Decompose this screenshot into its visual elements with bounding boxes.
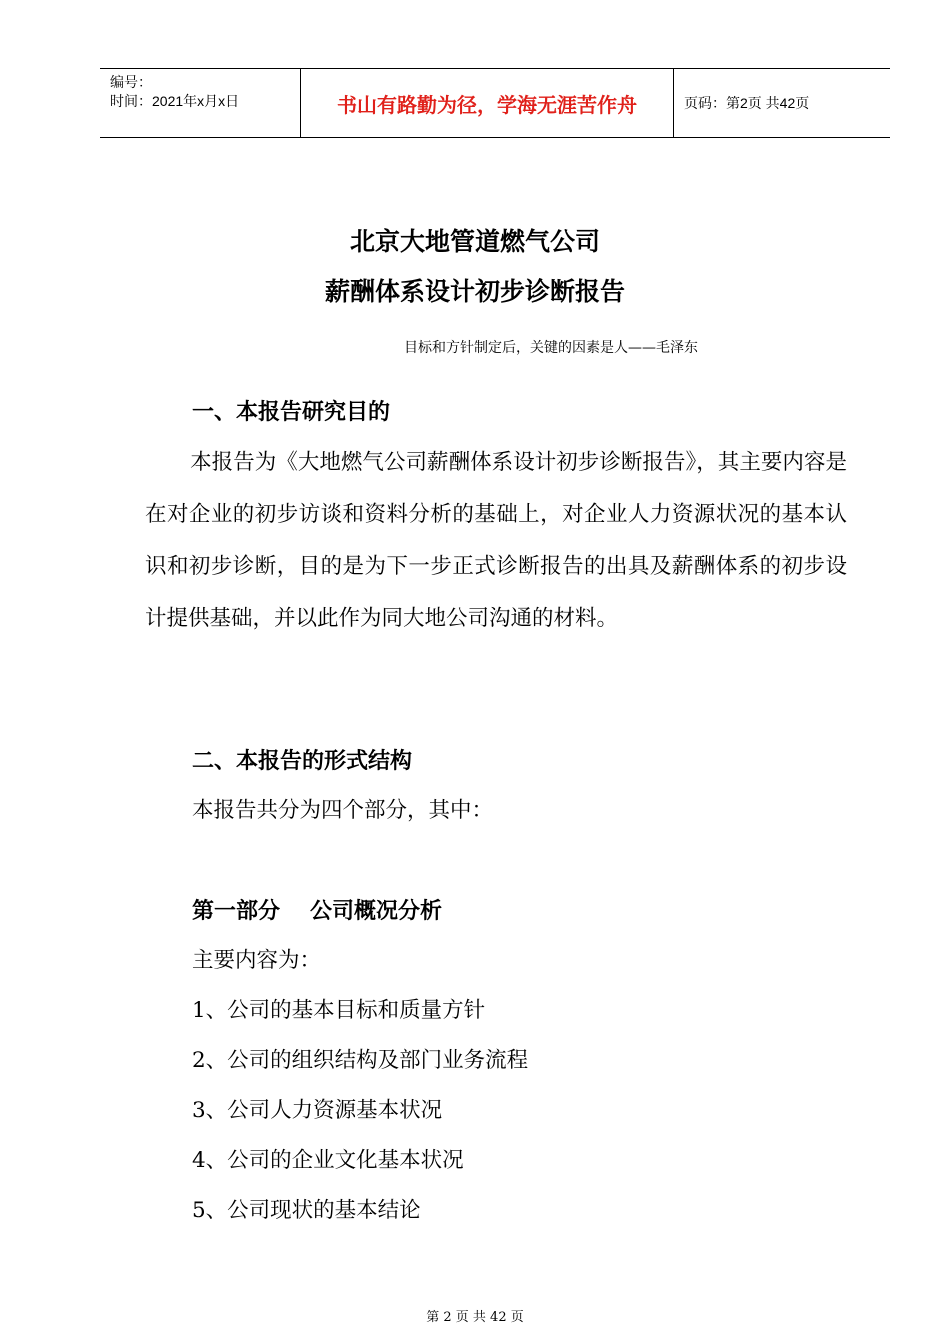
- document-title-line2: 薪酬体系设计初步诊断报告: [324, 277, 625, 306]
- section1-body: 本报告为《大地燃气公司薪酬体系设计初步诊断报告》，其主要内容是在对企业的初步访谈和资料分析的基础上，对企业人力资源状况的基本认识和初步诊断，目的是为下一步正式诊断报告的出具及薪酬体系的初步设计提供基础，并以此作为同大地公司沟通的材料。: [145, 450, 847, 631]
- part1-name: 公司概况分析: [310, 899, 443, 924]
- page-header: [100, 68, 890, 138]
- part1-label: 第一部分: [192, 899, 281, 924]
- header-page-info: 页码：第2页 共42页: [684, 95, 810, 111]
- section1-paragraph: [145, 437, 847, 645]
- section1-heading: 一、本报告研究目的: [192, 400, 391, 425]
- page-footer: 第 2 页 共 42 页: [426, 1310, 524, 1325]
- part1-intro: 主要内容为：: [192, 948, 322, 973]
- epigraph-quote: 目标和方针制定后，关键的因素是人——毛泽东: [404, 340, 698, 356]
- serial-number-label: 编号：: [110, 74, 152, 90]
- list-item: 1、公司的基本目标和质量方针: [192, 998, 486, 1023]
- header-meta-cell: [100, 69, 301, 137]
- section2-heading: 二、本报告的形式结构: [192, 749, 413, 774]
- list-item: 5、公司现状的基本结论: [192, 1198, 421, 1223]
- part1-heading: [192, 894, 442, 925]
- section2-intro: 本报告共分为四个部分，其中：: [192, 798, 494, 823]
- document-title-line1: 北京大地管道燃气公司: [349, 227, 600, 256]
- header-motto: 书山有路勤为径，学海无涯苦作舟: [301, 69, 674, 137]
- list-item: 4、公司的企业文化基本状况: [192, 1148, 464, 1173]
- list-item: 2、公司的组织结构及部门业务流程: [192, 1048, 529, 1073]
- date-line: 时间：2021年x月x日: [110, 93, 240, 109]
- list-item: 3、公司人力资源基本状况: [192, 1098, 443, 1123]
